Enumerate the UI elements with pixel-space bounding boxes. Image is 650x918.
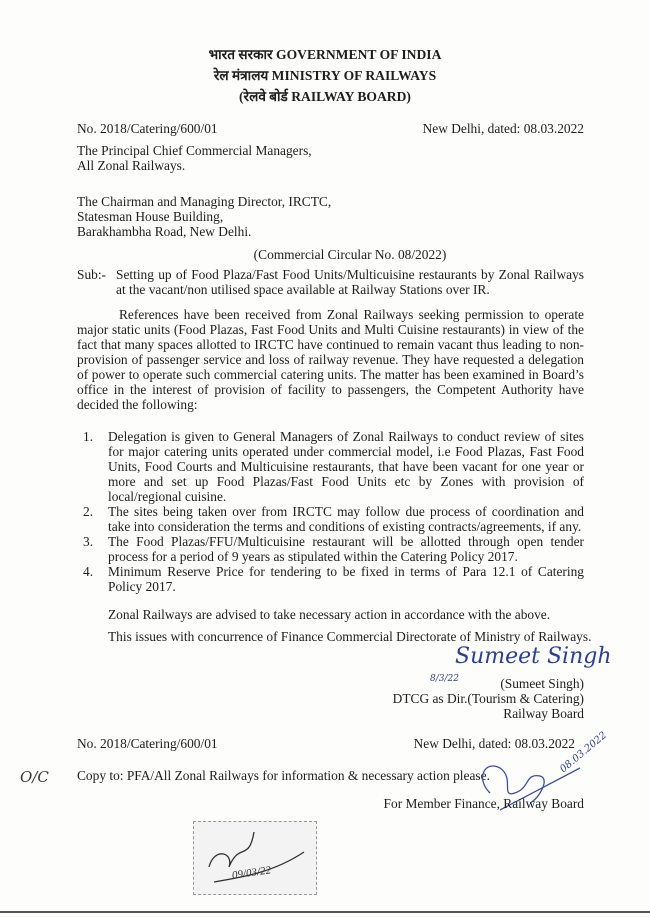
signatory-designation: DTCG as Dir.(Tourism & Catering) <box>392 691 584 706</box>
list-item <box>83 429 584 504</box>
list-number: 1. <box>83 429 94 444</box>
list-text: Delegation is given to General Managers of Zonal Railways to conduct review of sites for major catering units operated under commercial model, i.e Food Plazas, Fast Food Units, Food Courts and Multicuisine restaurants, that have been vacant for one year or more and set up Food Plazas/Fast Food Units etc by Zones with provision of local/regional cuisine. <box>108 429 584 504</box>
list-item <box>83 504 584 534</box>
stamp-date: 09/03/22 <box>231 864 272 882</box>
margin-note: O/C <box>20 768 49 786</box>
body-paragraph: References have been received from Zonal Railways seeking permission to operate major static units (Food Plazas, Fast Food Units and Multi Cuisine restaurants) in view of the fact that many spaces allotted to IRCTC have continued to remain vacant thus leading to non-provision of passenger service and loss of railway revenue. They have requested a delegation of power to operate such commercial catering units. The matter has been examined in Board’s office in the interest of provision of facility to passengers, the Competent Authority have decided the following: <box>77 307 584 412</box>
list-item <box>83 534 584 564</box>
issue-date: New Delhi, dated: 08.03.2022 <box>422 121 584 136</box>
finance-signature-date: 08.03.2022 <box>558 729 610 776</box>
stamp-signature-scribble <box>194 822 316 894</box>
receipt-stamp <box>193 821 317 895</box>
copy-reference-number: No. 2018/Catering/600/01 <box>77 736 218 751</box>
advice-text: Zonal Railways are advised to take necessary action in accordance with the above. <box>108 607 551 622</box>
list-number: 2. <box>83 504 94 519</box>
signature-date-note: 8/3/22 <box>430 674 459 684</box>
reference-number: No. 2018/Catering/600/01 <box>77 121 218 136</box>
page-bottom-edge <box>0 911 650 913</box>
addressee-line: All Zonal Railways. <box>77 158 186 173</box>
list-text: The sites being taken over from IRCTC may follow due process of coordination and take into consideration the terms and conditions of existing contracts/agreements, if any. <box>108 504 584 534</box>
subject-label: Sub:- <box>77 267 107 282</box>
handwritten-signature: Sumeet Singh <box>455 644 612 669</box>
header-ministry: रेल मंत्रालय MINISTRY OF RAILWAYS <box>213 68 437 83</box>
list-number: 3. <box>83 534 94 549</box>
addressee-line: Statesman House Building, <box>77 209 224 224</box>
addressee-line: The Chairman and Managing Director, IRCTC, <box>77 194 332 209</box>
subject-text: Setting up of Food Plaza/Fast Food Units/Multicuisine restaurants by Zonal Railways at the vacant/non utilised space available at Railway Stations over IR. <box>116 267 584 297</box>
copy-date: New Delhi, dated: 08.03.2022 <box>413 736 575 751</box>
signatory-name: (Sumeet Singh) <box>500 676 584 691</box>
list-text: The Food Plazas/FFU/Multicuisine restaurant will be allotted through open tender process for a period of 9 years as stipulated within the Catering Policy 2017. <box>108 534 584 564</box>
list-item <box>83 564 584 594</box>
addressee-line: Barakhambha Road, New Delhi. <box>77 224 252 239</box>
addressee-line: The Principal Chief Commercial Managers, <box>77 143 312 158</box>
circular-number: (Commercial Circular No. 08/2022) <box>253 247 447 262</box>
header-board: (रेलवे बोर्ड RAILWAY BOARD) <box>239 89 411 104</box>
concurrence-text: This issues with concurrence of Finance Commercial Directorate of Ministry of Railways. <box>108 629 592 644</box>
addressee-irctc <box>77 194 331 239</box>
list-text: Minimum Reserve Price for tendering to be fixed in terms of Para 12.1 of Catering Policy 2017. <box>108 564 584 594</box>
copy-to-text: Copy to: PFA/All Zonal Railways for information & necessary action please. <box>77 768 490 783</box>
signatory-block <box>393 676 584 721</box>
list-number: 4. <box>83 564 94 579</box>
signatory-office: Railway Board <box>503 706 584 721</box>
addressee-pccm <box>77 143 312 173</box>
header-government: भारत सरकार GOVERNMENT OF INDIA <box>208 47 442 62</box>
for-member-finance: For Member Finance, Railway Board <box>383 796 584 811</box>
